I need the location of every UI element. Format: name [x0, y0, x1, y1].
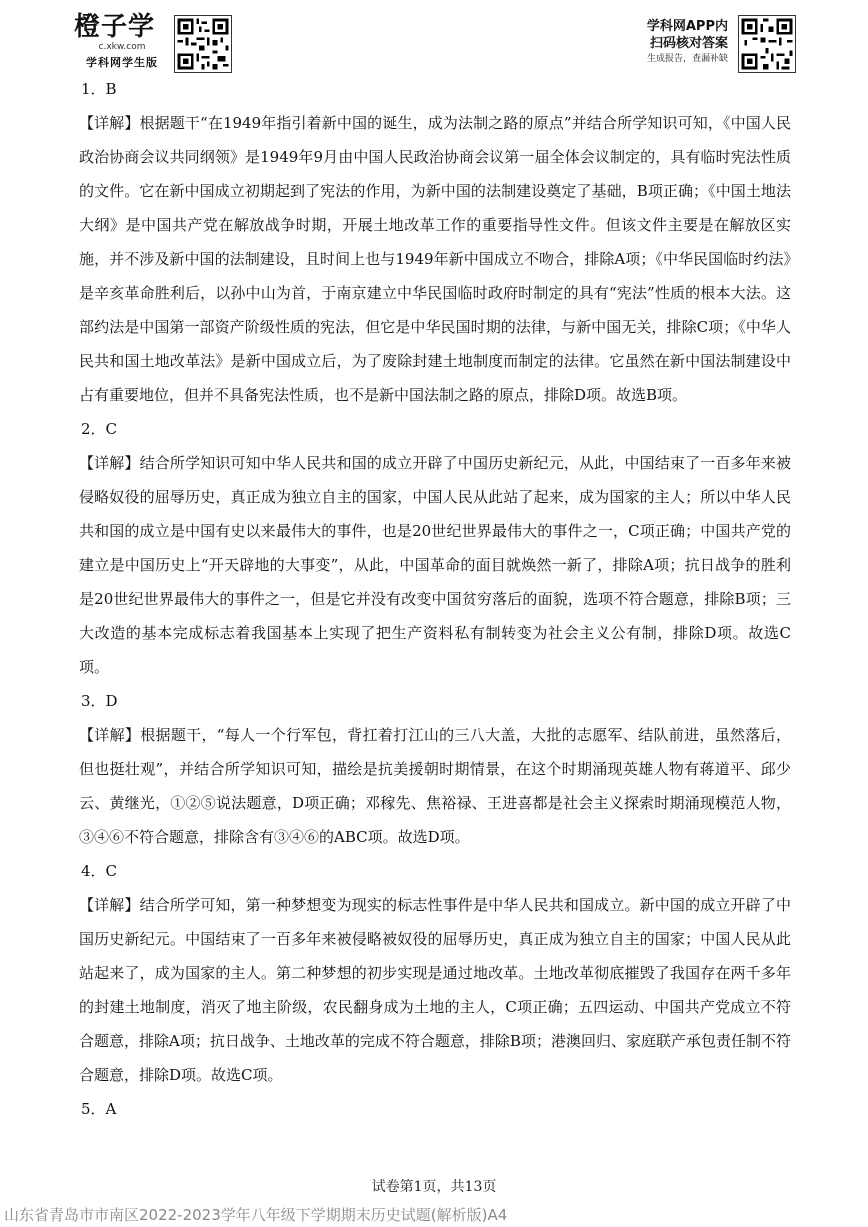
page-header — [0, 0, 868, 80]
brand-logo — [74, 12, 170, 70]
answer-item — [79, 854, 791, 1092]
answer-explanation: 【详解】结合所学可知，第一种梦想变为现实的标志性事件是中华人民共和国成立。新中国的成立开辟了中国历史新纪元。中国结束了一百多年来被侵略被奴役的屈辱历史，真正成为独立自主的国家；中国人民从此站起来了，成为国家的主人。第二种梦想的初步实现是通过地改革。土地改革彻底摧毁了我国存在两千多年的封建土地制度，消灭了地主阶级，农民翻身成为土地的主人，C项正确；五四运动、中国共产党成立不符合题意，排除A项；抗日战争、土地改革的完成不符合题意，排除B项；港澳回归、家庭联产承包责任制不符合题意，排除D项。故选C项。 — [79, 896, 791, 1084]
answer-list — [79, 72, 791, 1126]
answer-number: 2．C — [81, 420, 118, 438]
answer-number: 1．B — [81, 80, 117, 98]
answer-explanation: 【详解】根据题干“在1949年指引着新中国的诞生，成为法制之路的原点”并结合所学知识可知，《中国人民政治协商会议共同纲领》是1949年9月由中国人民政治协商会议第一届全体会议制定的，具有临时宪法性质的文件。它在新中国成立初期起到了宪法的作用，为新中国的法制建设奠定了基础，B项正确；《中国土地法大纲》是中国共产党在解放战争时期，开展土地改革工作的重要指导性文件。但该文件主要是在解放区实施，并不涉及新中国的法制建设，且时间上也与1949年新中国成立不吻合，排除A项；《中华民国临时约法》是辛亥革命胜利后，以孙中山为首，于南京建立中华民国临时政府时制定的具有“宪法”性质的根本大法。这部约法是中国第一部资产阶级性质的宪法，但它是中华民国时期的法律，与新中国无关，排除C项；《中华人民共和国土地改革法》是新中国成立后，为了废除封建土地制度而制定的法律。它虽然在新中国法制建设中占有重要地位，但并不具备宪法性质，也不是新中国法制之路的原点，排除D项。故选B项。 — [79, 114, 791, 404]
app-promo-line1: 学科网APP内 — [646, 19, 728, 34]
qr-code-icon — [738, 15, 796, 73]
answer-item — [79, 412, 791, 684]
answer-number: 4．C — [81, 862, 118, 880]
document-title: 山东省青岛市市南区2022-2023学年八年级下学期期末历史试题(解析版)A4 — [4, 1206, 508, 1224]
brand-name: 橙子学 — [74, 12, 156, 42]
app-promo — [647, 18, 728, 66]
answer-explanation: 【详解】结合所学知识可知中华人民共和国的成立开辟了中国历史新纪元，从此，中国结束了一百多年来被侵略奴役的屈辱历史，真正成为独立自主的国家，中国人民从此站了起来，成为国家的主人；所以中华人民共和国的成立是中国有史以来最伟大的事件，也是20世纪世界最伟大的事件之一，C项正确；中国共产党的建立是中国历史上“开天辟地的大事变”，从此，中国革命的面目就焕然一新了，排除A项；抗日战争的胜利是20世纪世界最伟大的事件之一，但是它并没有改变中国贫穷落后的面貌，选项不符合题意，排除B项；三大改造的基本完成标志着我国基本上实现了把生产资料私有制转变为社会主义公有制，排除D项。故选C项。 — [79, 454, 791, 676]
answer-explanation: 【详解】根据题干，“每人一个行军包，背扛着打江山的三八大盖，大批的志愿军、结队前进，虽然落后，但也挺壮观”，并结合所学知识可知，描绘是抗美援朝时期情景，在这个时期涌现英雄人物有蒋道平、邱少云、黄继光，①②⑤说法题意，D项正确；邓稼先、焦裕禄、王进喜都是社会主义探索时期涌现模范人物，③④⑥不符合题意，排除含有③④⑥的ABC项。故选D项。 — [79, 726, 791, 846]
qr-code-icon — [174, 15, 232, 73]
page-number: 试卷第1页，共13页 — [371, 1179, 497, 1195]
answer-item — [79, 684, 791, 854]
brand-url: c.xkw.com — [98, 42, 146, 52]
answer-item — [79, 72, 791, 412]
brand-subtitle: 学科网学生版 — [86, 56, 158, 69]
answer-item — [79, 1092, 791, 1126]
app-promo-line2: 扫码核对答案 — [649, 36, 728, 51]
answer-number: 3．D — [81, 692, 118, 710]
answer-number: 5．A — [81, 1100, 117, 1118]
app-promo-line3: 生成报告，查漏补缺 — [646, 54, 728, 64]
